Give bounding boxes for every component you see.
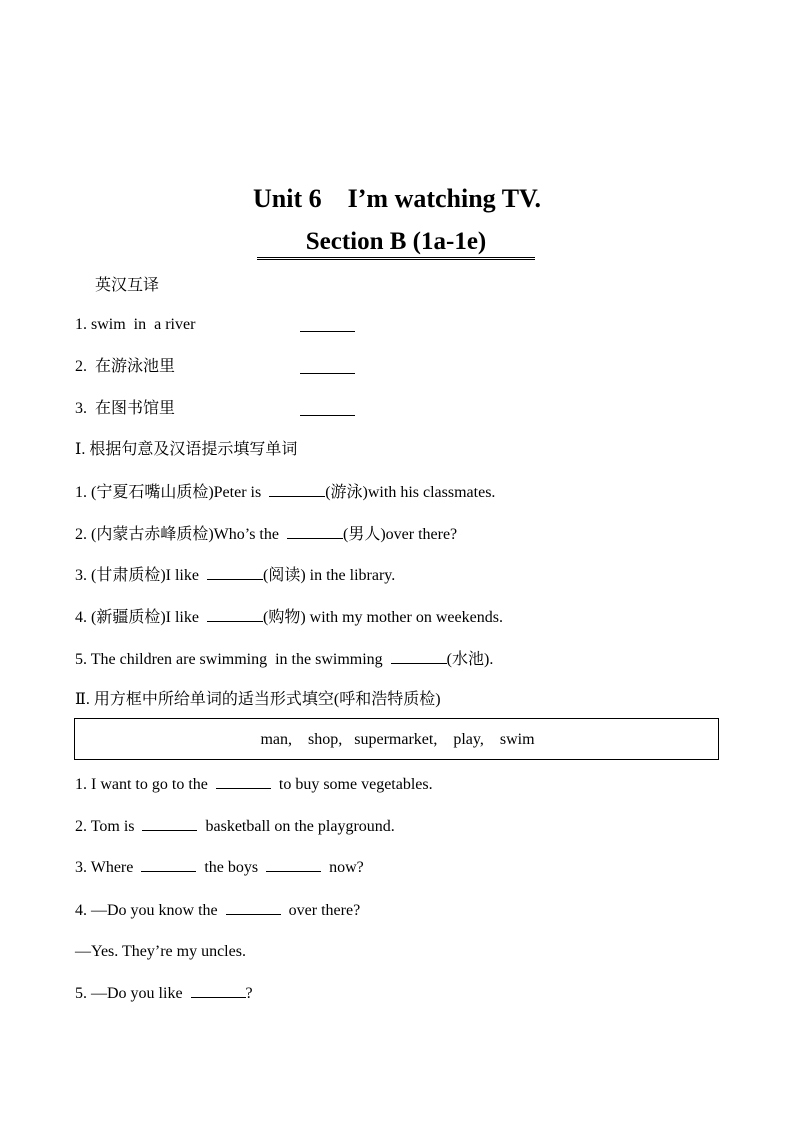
unit-title: Unit 6 I’m watching TV. xyxy=(253,184,541,213)
answer-blank xyxy=(142,816,197,831)
word-box xyxy=(74,718,719,760)
part2-heading: Ⅱ. 用方框中所给单词的适当形式填空(呼和浩特质检) xyxy=(75,691,441,708)
part2-item-3: 3. Where the boys now? xyxy=(75,859,364,876)
part2-item-2: 2. Tom is basketball on the playground. xyxy=(75,818,395,835)
answer-blank xyxy=(287,524,343,539)
answer-blank xyxy=(269,482,325,497)
answer-blank xyxy=(191,983,246,998)
part2-item-5: 5. —Do you like ? xyxy=(75,985,253,1002)
answer-blank xyxy=(216,774,271,789)
answer-blank xyxy=(141,857,196,872)
translate-item-1: 1. swim in a river xyxy=(75,316,196,333)
part1-item-1: 1. (宁夏石嘴山质检)Peter is (游泳)with his classmates. xyxy=(75,484,496,501)
part1-item-5: 5. The children are swimming in the swimming (水池). xyxy=(75,651,494,668)
part2-item-4-answer: —Yes. They’re my uncles. xyxy=(75,943,246,960)
translate-item-3: 3. 在图书馆里 xyxy=(75,400,176,417)
answer-blank xyxy=(300,401,355,416)
answer-blank xyxy=(266,857,321,872)
part1-item-3: 3. (甘肃质检)I like (阅读) in the library. xyxy=(75,567,396,584)
answer-blank xyxy=(226,900,281,915)
answer-blank xyxy=(391,649,447,664)
answer-blank xyxy=(300,359,355,374)
section-title: Section B (1a-1e) xyxy=(257,228,535,260)
answer-blank xyxy=(207,565,263,580)
part1-heading: Ⅰ. 根据句意及汉语提示填写单词 xyxy=(75,441,298,458)
translate-heading: 英汉互译 xyxy=(95,275,160,294)
word-box-words: man, shop, supermarket, play, swim xyxy=(260,731,535,748)
part2-item-1: 1. I want to go to the to buy some vegetables. xyxy=(75,776,433,793)
part1-item-4: 4. (新疆质检)I like (购物) with my mother on weekends. xyxy=(75,609,503,626)
part1-item-2: 2. (内蒙古赤峰质检)Who’s the (男人)over there? xyxy=(75,526,458,543)
answer-blank xyxy=(207,607,263,622)
translate-item-2: 2. 在游泳池里 xyxy=(75,358,176,375)
part2-item-4: 4. —Do you know the over there? xyxy=(75,902,361,919)
answer-blank xyxy=(300,317,355,332)
